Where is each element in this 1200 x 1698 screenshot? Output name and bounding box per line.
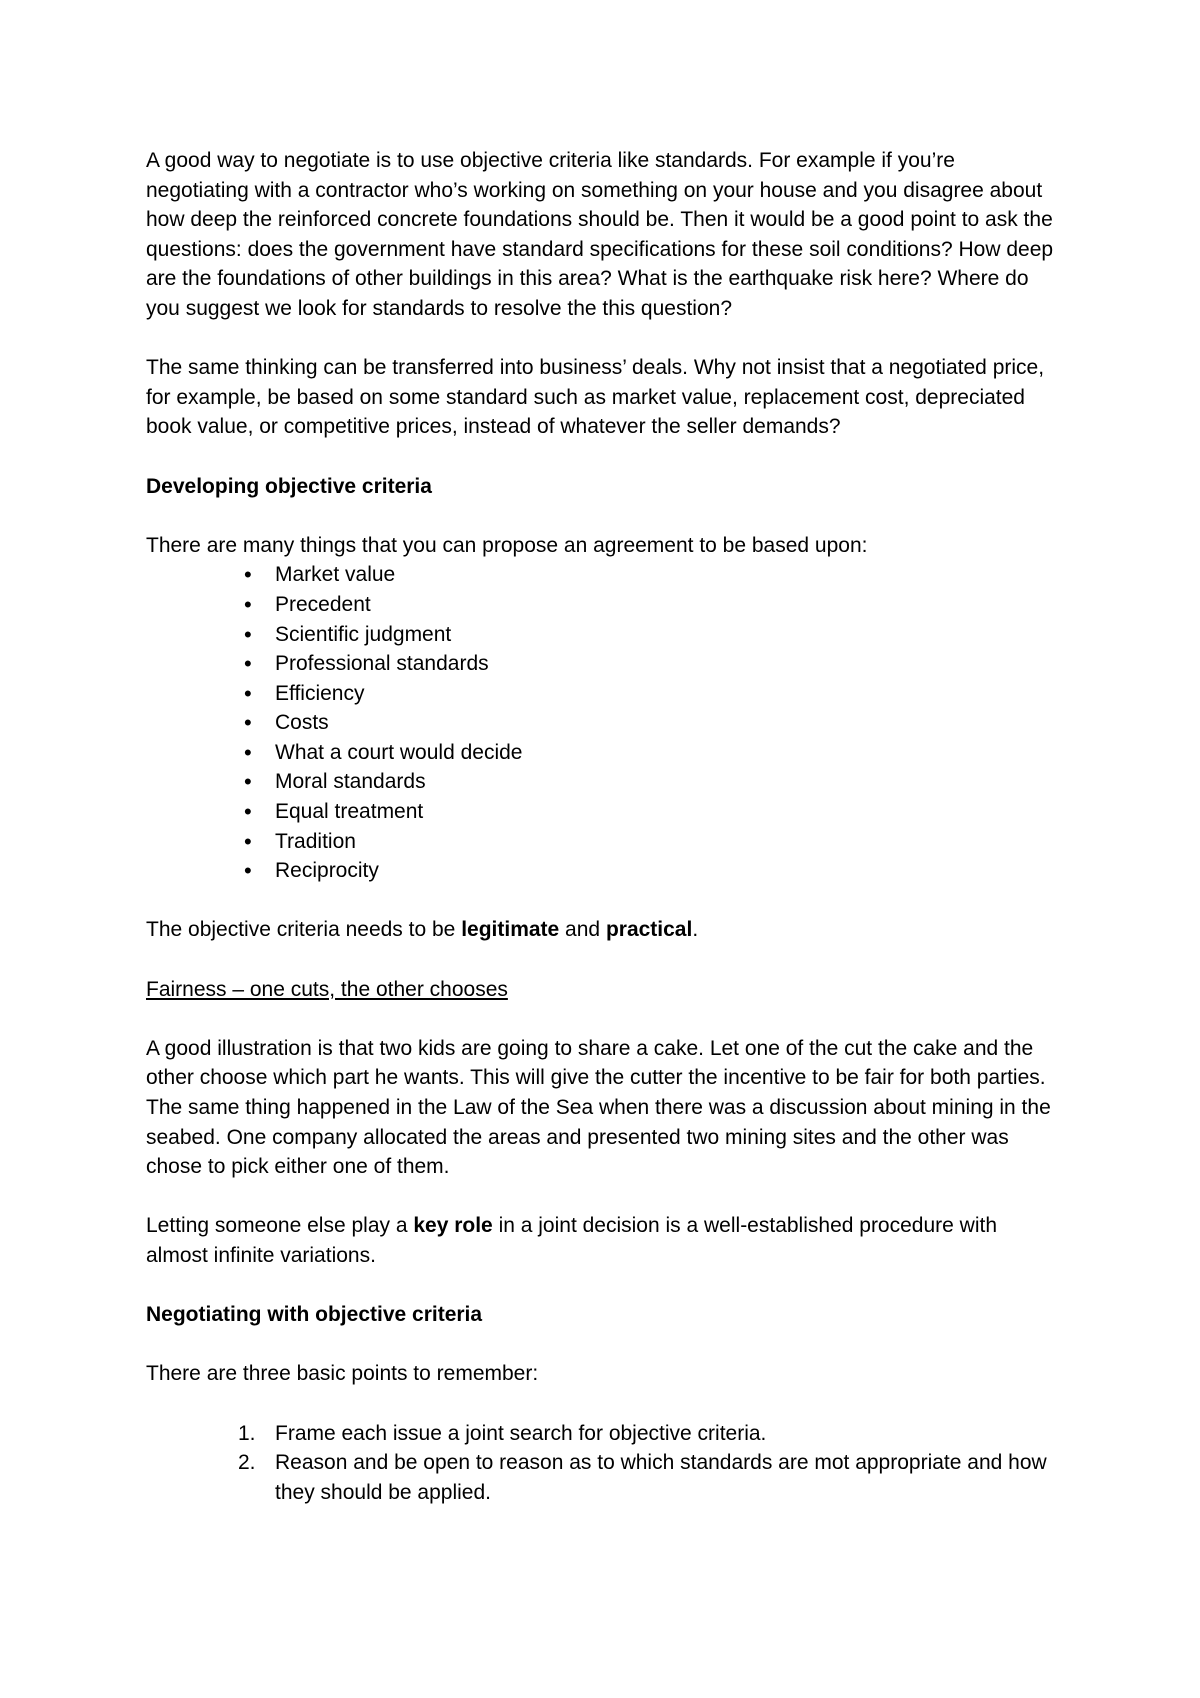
bold-term-key-role: key role	[413, 1214, 493, 1238]
bullet-item: • Scientific judgment	[146, 620, 1061, 650]
paragraph-three-points: There are three basic points to remember:	[146, 1362, 539, 1386]
heading-fairness: Fairness – one cuts, the other chooses	[146, 977, 508, 1001]
text-segment: .	[692, 918, 699, 942]
bullet-item: • Precedent	[146, 590, 1061, 620]
numbered-item	[146, 1448, 1061, 1507]
bullet-item: • Moral standards	[146, 767, 1061, 797]
item-text: Reason and be open to reason as to which standards are mot appropriate and how they should be applied.	[275, 1451, 1047, 1504]
paragraph-agreement-basis: There are many things that you can propose an agreement to be based upon:	[146, 533, 868, 557]
item-number: 1.	[238, 1421, 256, 1445]
heading-developing-objective-criteria: Developing objective criteria	[146, 474, 432, 498]
heading-negotiating-objective-criteria: Negotiating with objective criteria	[146, 1303, 483, 1327]
text-segment: Letting someone else play a	[146, 1214, 414, 1238]
paragraph-key-role	[146, 1211, 1061, 1270]
item-number: 2.	[238, 1451, 256, 1475]
bullet-item: • Market value	[146, 560, 1061, 590]
bullet-item: • Efficiency	[146, 679, 1061, 709]
document-body	[146, 146, 1061, 1507]
bullet-item: • What a court would decide	[146, 738, 1061, 768]
text-segment: The objective criteria needs to be	[146, 918, 462, 942]
bold-term-practical: practical	[605, 918, 693, 942]
paragraph-legitimate-practical	[146, 915, 1061, 945]
bullet-item: • Tradition	[146, 827, 1061, 857]
text-segment: and	[559, 918, 606, 942]
bullet-item: • Equal treatment	[146, 797, 1061, 827]
item-text: Frame each issue a joint search for objective criteria.	[275, 1421, 767, 1445]
bold-term-legitimate: legitimate	[461, 918, 560, 942]
paragraph-business-deals: The same thinking can be transferred into business’ deals. Why not insist that a negotiated price, for example, be based on some standard such as market value, replacement cost, depreciated book value, or competitive prices, instead of whatever the seller demands?	[146, 356, 1045, 439]
numbered-item	[146, 1419, 1061, 1449]
criteria-bullet-list	[146, 560, 1061, 886]
text-segment: in a joint decision is a well-established procedure with almost infinite variations.	[146, 1214, 998, 1267]
bullet-item: • Costs	[146, 708, 1061, 738]
points-numbered-list	[146, 1419, 1061, 1508]
bullet-item: • Reciprocity	[146, 856, 1061, 886]
paragraph-cake-illustration: A good illustration is that two kids are going to share a cake. Let one of the cut the cake and the other choose which part he wants. This will give the cutter the incentive to be fair for both parties. The same thing happened in the Law of the Sea when there was a discussion about mining in the seabed. One company allocated the areas and presented two mining sites and the other was chose to pick either one of them.	[146, 1036, 1051, 1179]
bullet-item: • Professional standards	[146, 649, 1061, 679]
paragraph-objective-criteria-intro: A good way to negotiate is to use objective criteria like standards. For example if you’re negotiating with a contractor who’s working on something on your house and you disagree about how deep the reinforced concrete foundations should be. Then it would be a good point to ask the questions: does the government have standard specifications for these soil conditions? How deep are the foundations of other buildings in this area? What is the earthquake risk here? Where do you suggest we look for standards to resolve the this question?	[146, 149, 1054, 320]
